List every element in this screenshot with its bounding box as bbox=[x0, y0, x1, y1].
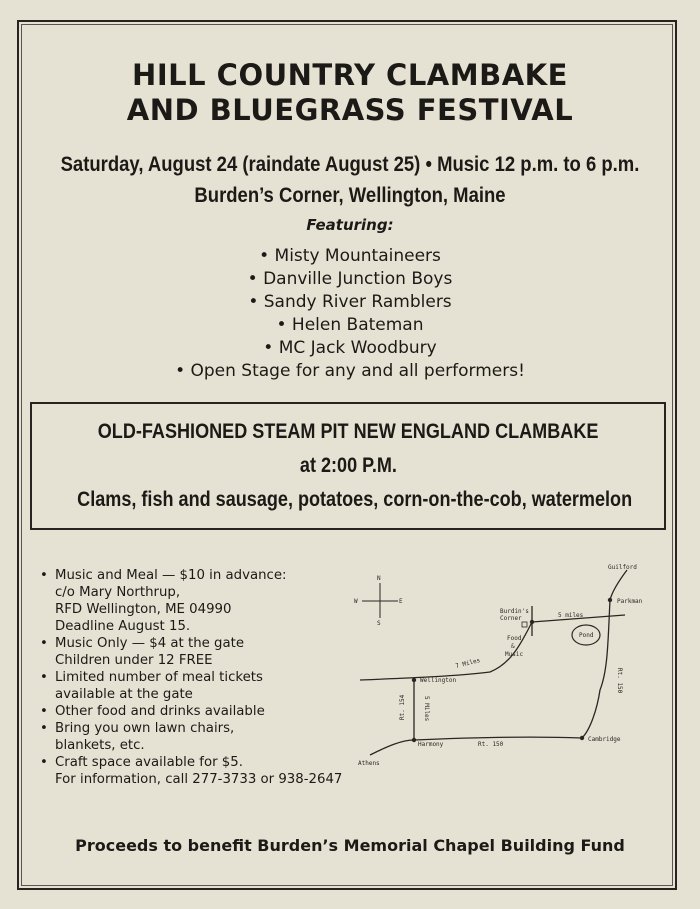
featuring-heading: Featuring: bbox=[306, 216, 394, 234]
compass-west-label: W bbox=[354, 598, 358, 605]
map-label-food-music: Food bbox=[507, 635, 522, 642]
footer-benefit-note: Proceeds to benefit Burden’s Memorial Chapel Building Fund bbox=[75, 836, 625, 855]
info-list bbox=[38, 567, 358, 788]
map-label-harmony: Harmony bbox=[418, 741, 444, 748]
performer-item: • Danville Junction Boys bbox=[247, 269, 453, 289]
compass-south-label: S bbox=[377, 620, 381, 627]
compass-north-label: N bbox=[377, 575, 381, 582]
info-item-food-drinks: • Other food and drinks available bbox=[38, 703, 358, 720]
map-label-guilford: Guilford bbox=[608, 564, 637, 571]
map-label-cambridge: Cambridge bbox=[588, 736, 621, 743]
compass-rose bbox=[362, 583, 398, 618]
map-label-wellington: Wellington bbox=[420, 677, 457, 684]
road-guilford-cambridge bbox=[582, 570, 627, 738]
performer-item: • Misty Mountaineers bbox=[259, 246, 441, 266]
map-label-parkman: Parkman bbox=[617, 598, 643, 605]
info-item-craft-space: • Craft space available for $5. For information, call 277-3733 or 938-2647 bbox=[38, 754, 358, 788]
map-label-rt150-east: Rt. 150 bbox=[616, 668, 623, 694]
performer-item: • MC Jack Woodbury bbox=[263, 338, 437, 358]
info-item-music-and-meal: • Music and Meal — $10 in advance: c/o Mary Northrup, RFD Wellington, ME 04990 Deadline August 15. bbox=[38, 567, 358, 635]
clambake-heading: OLD-FASHIONED STEAM PIT NEW ENGLAND CLAMBAKE bbox=[97, 420, 599, 443]
performer-item-open-stage: • Open Stage for any and all performers! bbox=[175, 361, 525, 381]
event-location: Burden’s Corner, Wellington, Maine bbox=[194, 184, 506, 207]
svg-text:Music: Music bbox=[505, 651, 524, 658]
map-label-5-miles-side: 5 Miles bbox=[423, 696, 430, 722]
info-item-music-only: • Music Only — $4 at the gate Children under 12 FREE bbox=[38, 635, 358, 669]
title-line-2: AND BLUEGRASS FESTIVAL bbox=[126, 93, 574, 127]
map-label-5-miles-top: 5 miles bbox=[558, 612, 584, 619]
clambake-time: at 2:00 P.M. bbox=[299, 454, 397, 477]
map-label-athens: Athens bbox=[358, 760, 380, 767]
performer-item: • Sandy River Ramblers bbox=[248, 292, 452, 312]
map-label-rt154: Rt. 154 bbox=[399, 694, 406, 720]
svg-text:&: & bbox=[511, 643, 515, 650]
event-date-line: Saturday, August 24 (raindate August 25) • Music 12 p.m. to 6 p.m. bbox=[60, 153, 640, 176]
svg-text:Corner: Corner bbox=[500, 615, 522, 622]
map-label-burdins-corner: Burdin's bbox=[500, 608, 529, 615]
compass-east-label: E bbox=[399, 598, 403, 605]
map-label-7-miles: 7 Miles bbox=[454, 657, 482, 670]
title-line-1: HILL COUNTRY CLAMBAKE bbox=[132, 58, 568, 92]
map-label-pond: Pond bbox=[579, 632, 594, 639]
clambake-menu: Clams, fish and sausage, potatoes, corn-on-the-cob, watermelon bbox=[77, 488, 633, 511]
info-item-meal-tickets: • Limited number of meal tickets available at the gate bbox=[38, 669, 358, 703]
performer-item: • Helen Bateman bbox=[276, 315, 424, 335]
chapel-marker-icon bbox=[522, 622, 527, 627]
directions-map bbox=[350, 560, 650, 775]
map-label-rt150-south: Rt. 150 bbox=[478, 741, 504, 748]
clambake-box bbox=[30, 402, 666, 530]
info-item-lawn-chairs: • Bring you own lawn chairs, blankets, etc. bbox=[38, 720, 358, 754]
road-athens-cambridge bbox=[370, 737, 582, 755]
